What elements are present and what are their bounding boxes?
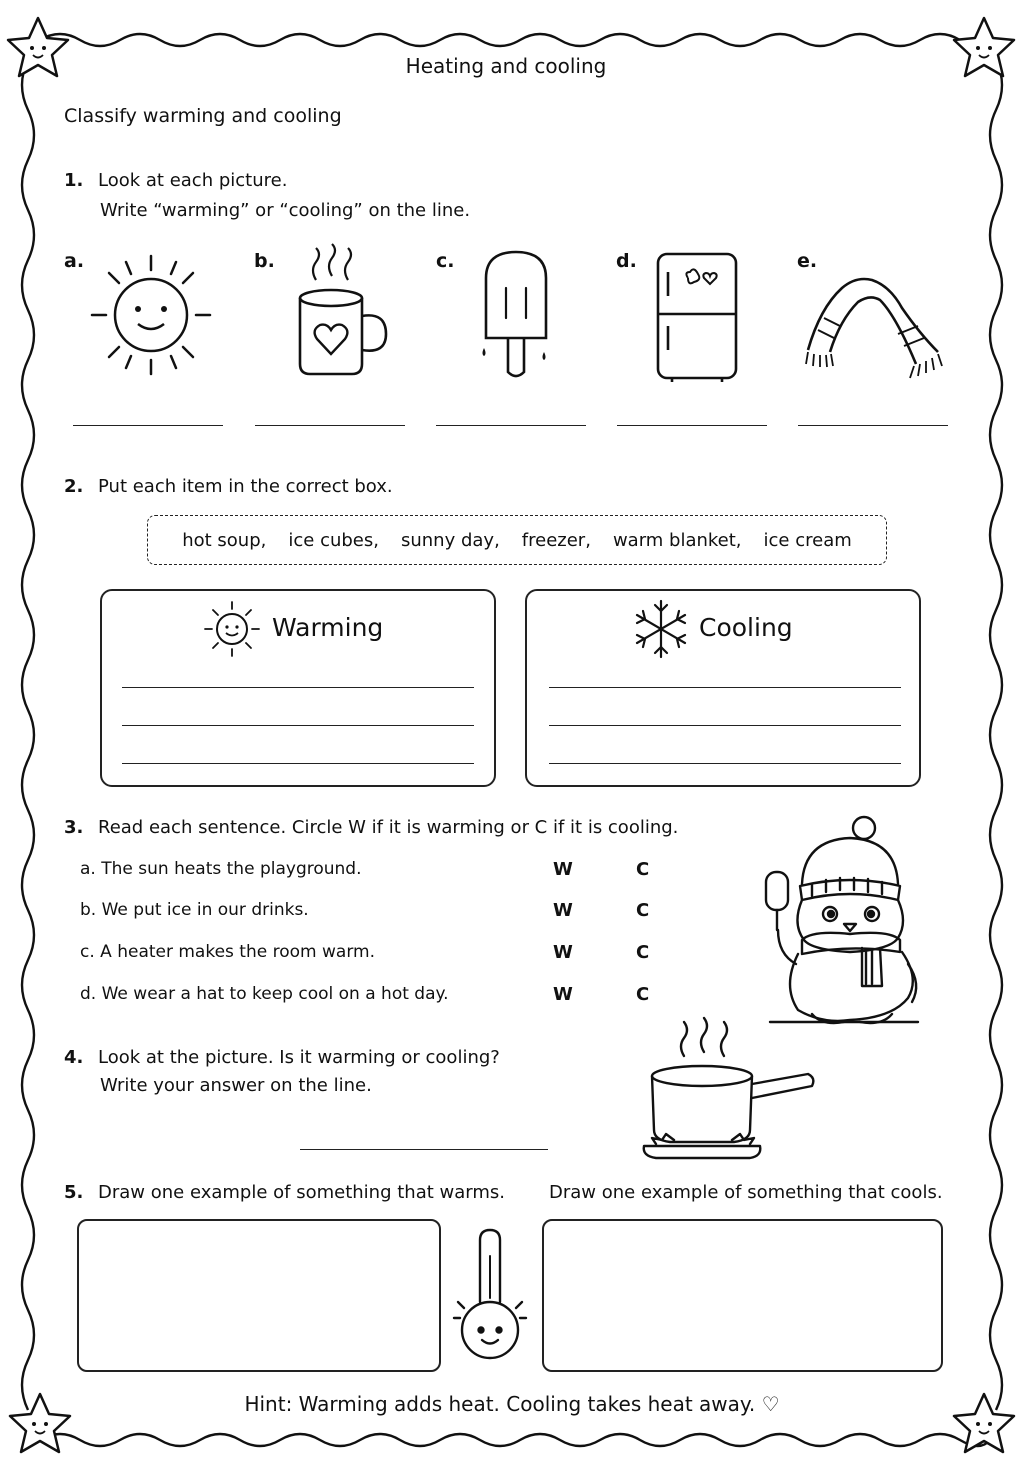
word-bank-item: ice cream xyxy=(763,529,852,551)
q1-instruction-1: Look at each picture. xyxy=(98,170,288,191)
picture-label-b: b. xyxy=(254,250,275,272)
q5-number: 5. xyxy=(64,1182,84,1203)
cooling-line[interactable] xyxy=(549,687,901,688)
sentence-label: d. xyxy=(80,984,97,1004)
q2-instruction: Put each item in the correct box. xyxy=(98,476,393,497)
word-bank xyxy=(147,515,887,565)
thermometer-icon xyxy=(450,1226,534,1366)
choice-c[interactable]: C xyxy=(636,900,650,921)
sun-icon xyxy=(88,252,214,378)
warming-box xyxy=(100,589,496,787)
warming-line[interactable] xyxy=(122,687,474,688)
cooling-title: Cooling xyxy=(699,613,793,642)
cooling-line[interactable] xyxy=(549,763,901,764)
page-subtitle: Classify warming and cooling xyxy=(64,105,342,127)
picture-label-d: d. xyxy=(616,250,637,272)
word-bank-item: freezer, xyxy=(521,529,591,551)
choice-w[interactable]: W xyxy=(553,984,573,1005)
cooling-line[interactable] xyxy=(549,725,901,726)
sentence-a xyxy=(80,859,362,879)
sentence-b xyxy=(80,900,309,920)
choice-w[interactable]: W xyxy=(553,859,573,880)
fridge-icon xyxy=(654,250,740,382)
warming-line[interactable] xyxy=(122,725,474,726)
q4-instruction-2: Write your answer on the line. xyxy=(100,1075,372,1096)
cools-drawing-box[interactable] xyxy=(542,1219,943,1372)
warming-line[interactable] xyxy=(122,763,474,764)
picture-label-a: a. xyxy=(64,250,85,272)
answer-line-e[interactable] xyxy=(798,425,948,426)
cooling-box xyxy=(525,589,921,787)
sentence-d xyxy=(80,984,449,1004)
q4-answer-line[interactable] xyxy=(300,1149,548,1150)
word-bank-item: hot soup, xyxy=(182,529,267,551)
answer-line-d[interactable] xyxy=(617,425,767,426)
answer-line-a[interactable] xyxy=(73,425,223,426)
sentence-text: The sun heats the playground. xyxy=(101,859,362,879)
sentence-text: We put ice in our drinks. xyxy=(101,900,309,920)
answer-line-c[interactable] xyxy=(436,425,586,426)
q4-number: 4. xyxy=(64,1047,84,1068)
penguin-icon xyxy=(752,814,922,1026)
sentence-label: a. xyxy=(80,859,96,879)
sentence-text: We wear a hat to keep cool on a hot day. xyxy=(101,984,449,1004)
page-title: Heating and cooling xyxy=(405,54,607,78)
pot-on-stove-icon xyxy=(640,1026,818,1162)
q3-instruction: Read each sentence. Circle W if it is warming or C if it is cooling. xyxy=(98,817,679,838)
sentence-c xyxy=(80,942,375,962)
warms-drawing-box[interactable] xyxy=(77,1219,441,1372)
picture-label-e: e. xyxy=(797,250,818,272)
choice-c[interactable]: C xyxy=(636,859,650,880)
scarf-icon xyxy=(800,268,946,388)
q3-number: 3. xyxy=(64,817,84,838)
choice-w[interactable]: W xyxy=(553,942,573,963)
word-bank-item: ice cubes, xyxy=(288,529,379,551)
hint-text: Hint: Warming adds heat. Cooling takes heat away. ♡ xyxy=(244,1392,780,1416)
q5-left-instruction: Draw one example of something that warms. xyxy=(98,1182,505,1203)
choice-c[interactable]: C xyxy=(636,942,650,963)
q1-number: 1. xyxy=(64,170,84,191)
snowflake-icon xyxy=(631,597,691,661)
choice-c[interactable]: C xyxy=(636,984,650,1005)
popsicle-icon xyxy=(476,248,556,382)
q1-instruction-2: Write “warming” or “cooling” on the line. xyxy=(100,200,471,221)
word-bank-item: sunny day, xyxy=(400,529,500,551)
sun-icon xyxy=(202,599,262,659)
sentence-label: c. xyxy=(80,942,95,962)
word-bank-item: warm blanket, xyxy=(612,529,742,551)
answer-line-b[interactable] xyxy=(255,425,405,426)
q2-number: 2. xyxy=(64,476,84,497)
sentence-label: b. xyxy=(80,900,97,920)
choice-w[interactable]: W xyxy=(553,900,573,921)
picture-label-c: c. xyxy=(436,250,455,272)
q4-instruction-1: Look at the picture. Is it warming or cooling? xyxy=(98,1047,500,1068)
warming-title: Warming xyxy=(272,613,384,642)
sentence-text: A heater makes the room warm. xyxy=(100,942,375,962)
hot-mug-icon xyxy=(290,252,390,378)
q5-right-instruction: Draw one example of something that cools. xyxy=(549,1182,943,1203)
